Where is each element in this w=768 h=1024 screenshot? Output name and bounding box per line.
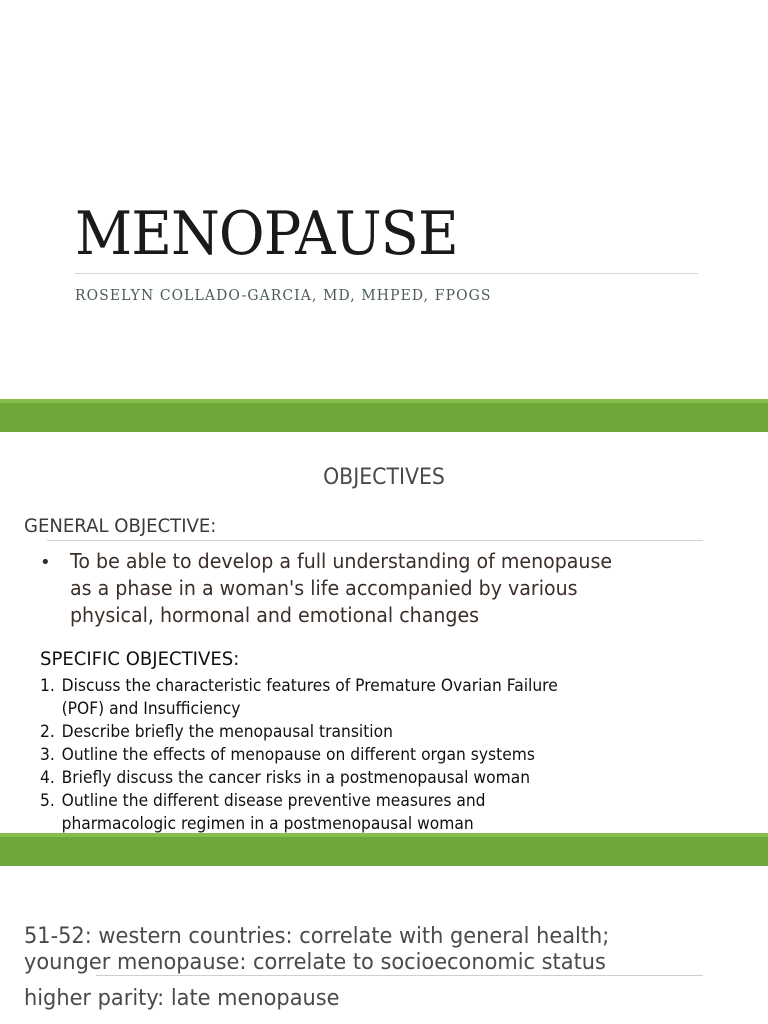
notes-line: 51-52: western countries: correlate with general health;: [24, 924, 610, 949]
list-item: [40, 743, 698, 766]
slide-separator-band: [0, 833, 768, 866]
list-item: [40, 697, 698, 720]
general-objective-label: GENERAL OBJECTIVE:: [24, 515, 217, 537]
list-text: pharmacologic regimen in a postmenopausal woman: [61, 814, 474, 833]
objectives-heading: OBJECTIVES: [323, 465, 445, 490]
notes-line: younger menopause: correlate to socioeconomic status: [24, 950, 606, 975]
list-item: [40, 766, 698, 789]
title-divider: [75, 273, 698, 274]
list-number: 3.: [40, 745, 55, 764]
list-number: 2.: [40, 722, 55, 741]
list-item: [40, 789, 698, 812]
general-objective-line: To be able to develop a full understanding of menopause: [70, 549, 613, 573]
list-number: 5.: [40, 791, 55, 810]
list-item: [40, 720, 698, 743]
list-text: Describe briefly the menopausal transition: [61, 722, 393, 741]
list-text: (POF) and Insufficiency: [61, 699, 241, 718]
list-text: Discuss the characteristic features of Premature Ovarian Failure: [61, 676, 558, 695]
list-item: [40, 674, 698, 697]
general-objective-line: as a phase in a woman's life accompanied by various: [70, 576, 578, 600]
author-subtitle: ROSELYN COLLADO-GARCIA, MD, MHPED, FPOGS: [75, 286, 492, 304]
slide-title: MENOPAUSE: [75, 199, 458, 269]
list-text: Outline the different disease preventive measures and: [61, 791, 486, 810]
specific-objectives-list: [40, 674, 740, 835]
notes-line: higher parity: late menopause: [24, 986, 340, 1011]
slide-separator-band: [0, 399, 768, 432]
general-objective-divider: [47, 540, 703, 541]
list-text: Briefly discuss the cancer risks in a postmenopausal woman: [61, 768, 531, 787]
list-item: [40, 812, 698, 835]
list-number: 4.: [40, 768, 55, 787]
bullet-icon: •: [40, 552, 51, 573]
specific-objectives-label: SPECIFIC OBJECTIVES:: [40, 648, 240, 670]
list-number: 1.: [40, 676, 55, 695]
general-objective-line: physical, hormonal and emotional changes: [70, 603, 480, 627]
list-text: Outline the effects of menopause on different organ systems: [61, 745, 535, 764]
general-objective-text: [70, 548, 697, 629]
notes-divider: [96, 975, 703, 976]
